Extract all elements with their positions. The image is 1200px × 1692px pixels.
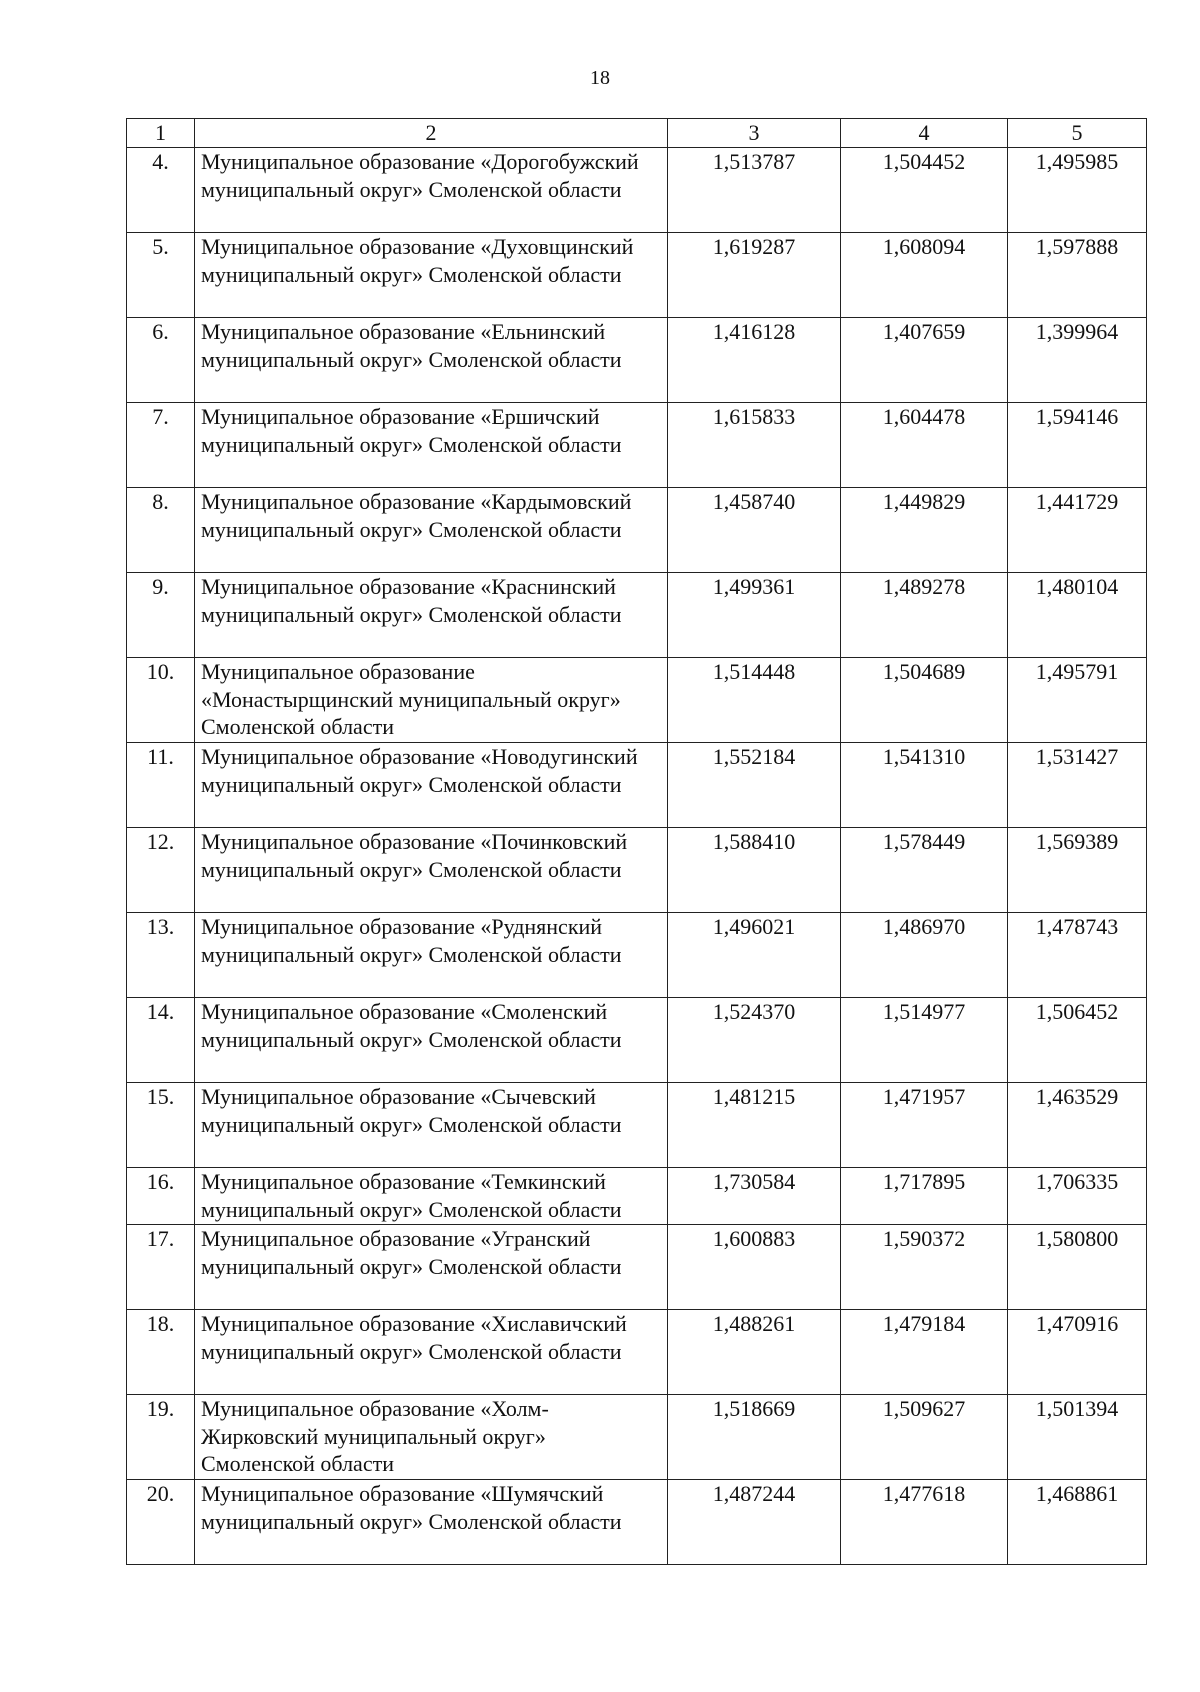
value-col-5: 1,441729 [1008,488,1147,573]
value-col-5: 1,470916 [1008,1310,1147,1395]
value-col-5: 1,706335 [1008,1168,1147,1225]
value-col-3: 1,615833 [668,403,841,488]
table-row [127,148,1147,233]
value-col-4: 1,407659 [841,318,1008,403]
value-col-5: 1,495791 [1008,658,1147,743]
value-col-4: 1,489278 [841,573,1008,658]
value-col-5: 1,597888 [1008,233,1147,318]
municipality-name: Муниципальное образование «Холм-Жирковский муниципальный округ» Смоленской области [195,1395,668,1480]
table-body [127,148,1147,1565]
row-number: 9. [127,573,195,658]
value-col-3: 1,416128 [668,318,841,403]
value-col-3: 1,588410 [668,828,841,913]
value-col-5: 1,594146 [1008,403,1147,488]
table-row [127,1168,1147,1225]
table-row [127,488,1147,573]
value-col-4: 1,471957 [841,1083,1008,1168]
table-row [127,403,1147,488]
municipality-name: Муниципальное образование «Руднянский муниципальный округ» Смоленской области [195,913,668,998]
value-col-4: 1,578449 [841,828,1008,913]
table-row [127,1395,1147,1480]
table-row [127,573,1147,658]
value-col-4: 1,479184 [841,1310,1008,1395]
row-number: 19. [127,1395,195,1480]
row-number: 15. [127,1083,195,1168]
column-header: 3 [668,119,841,148]
value-col-5: 1,506452 [1008,998,1147,1083]
table-row [127,658,1147,743]
value-col-5: 1,463529 [1008,1083,1147,1168]
table-row [127,998,1147,1083]
value-col-4: 1,509627 [841,1395,1008,1480]
value-col-5: 1,478743 [1008,913,1147,998]
value-col-4: 1,486970 [841,913,1008,998]
table-row [127,1083,1147,1168]
row-number: 14. [127,998,195,1083]
value-col-5: 1,480104 [1008,573,1147,658]
table-header-row [127,119,1147,148]
value-col-4: 1,504452 [841,148,1008,233]
value-col-3: 1,481215 [668,1083,841,1168]
value-col-3: 1,499361 [668,573,841,658]
value-col-3: 1,487244 [668,1480,841,1565]
value-col-4: 1,449829 [841,488,1008,573]
table-row [127,233,1147,318]
value-col-3: 1,518669 [668,1395,841,1480]
row-number: 20. [127,1480,195,1565]
column-header: 2 [195,119,668,148]
value-col-3: 1,514448 [668,658,841,743]
value-col-4: 1,717895 [841,1168,1008,1225]
value-col-5: 1,501394 [1008,1395,1147,1480]
value-col-5: 1,580800 [1008,1225,1147,1310]
municipality-name: Муниципальное образование «Темкинский муниципальный округ» Смоленской области [195,1168,668,1225]
value-col-4: 1,541310 [841,743,1008,828]
municipality-name: Муниципальное образование «Ельнинский муниципальный округ» Смоленской области [195,318,668,403]
row-number: 16. [127,1168,195,1225]
municipality-name: Муниципальное образование «Смоленский муниципальный округ» Смоленской области [195,998,668,1083]
municipality-name: Муниципальное образование «Хиславичский муниципальный округ» Смоленской области [195,1310,668,1395]
value-col-3: 1,730584 [668,1168,841,1225]
value-col-3: 1,619287 [668,233,841,318]
table-row [127,1310,1147,1395]
column-header: 5 [1008,119,1147,148]
table-row [127,743,1147,828]
coefficients-table [126,118,1147,1565]
row-number: 8. [127,488,195,573]
value-col-3: 1,600883 [668,1225,841,1310]
value-col-5: 1,495985 [1008,148,1147,233]
value-col-4: 1,608094 [841,233,1008,318]
value-col-5: 1,569389 [1008,828,1147,913]
table-row [127,828,1147,913]
page-number: 18 [590,67,610,89]
municipality-name: Муниципальное образование «Монастырщинский муниципальный округ» Смоленской области [195,658,668,743]
value-col-3: 1,458740 [668,488,841,573]
municipality-name: Муниципальное образование «Краснинский муниципальный округ» Смоленской области [195,573,668,658]
row-number: 5. [127,233,195,318]
table-row [127,913,1147,998]
municipality-name: Муниципальное образование «Шумячский муниципальный округ» Смоленской области [195,1480,668,1565]
row-number: 4. [127,148,195,233]
value-col-4: 1,477618 [841,1480,1008,1565]
value-col-5: 1,399964 [1008,318,1147,403]
row-number: 17. [127,1225,195,1310]
table-row [127,1225,1147,1310]
municipality-name: Муниципальное образование «Угранский муниципальный округ» Смоленской области [195,1225,668,1310]
table-row [127,1480,1147,1565]
municipality-name: Муниципальное образование «Ершичский муниципальный округ» Смоленской области [195,403,668,488]
value-col-4: 1,514977 [841,998,1008,1083]
row-number: 10. [127,658,195,743]
value-col-4: 1,604478 [841,403,1008,488]
row-number: 6. [127,318,195,403]
value-col-3: 1,552184 [668,743,841,828]
table-row [127,318,1147,403]
row-number: 12. [127,828,195,913]
value-col-3: 1,524370 [668,998,841,1083]
municipality-name: Муниципальное образование «Новодугинский муниципальный округ» Смоленской области [195,743,668,828]
value-col-5: 1,531427 [1008,743,1147,828]
row-number: 18. [127,1310,195,1395]
row-number: 11. [127,743,195,828]
value-col-5: 1,468861 [1008,1480,1147,1565]
municipality-name: Муниципальное образование «Починковский муниципальный округ» Смоленской области [195,828,668,913]
municipality-name: Муниципальное образование «Духовщинский муниципальный округ» Смоленской области [195,233,668,318]
column-header: 4 [841,119,1008,148]
column-header: 1 [127,119,195,148]
municipality-name: Муниципальное образование «Кардымовский муниципальный округ» Смоленской области [195,488,668,573]
municipality-name: Муниципальное образование «Сычевский муниципальный округ» Смоленской области [195,1083,668,1168]
row-number: 13. [127,913,195,998]
value-col-4: 1,504689 [841,658,1008,743]
value-col-4: 1,590372 [841,1225,1008,1310]
value-col-3: 1,488261 [668,1310,841,1395]
value-col-3: 1,496021 [668,913,841,998]
row-number: 7. [127,403,195,488]
value-col-3: 1,513787 [668,148,841,233]
municipality-name: Муниципальное образование «Дорогобужский муниципальный округ» Смоленской области [195,148,668,233]
